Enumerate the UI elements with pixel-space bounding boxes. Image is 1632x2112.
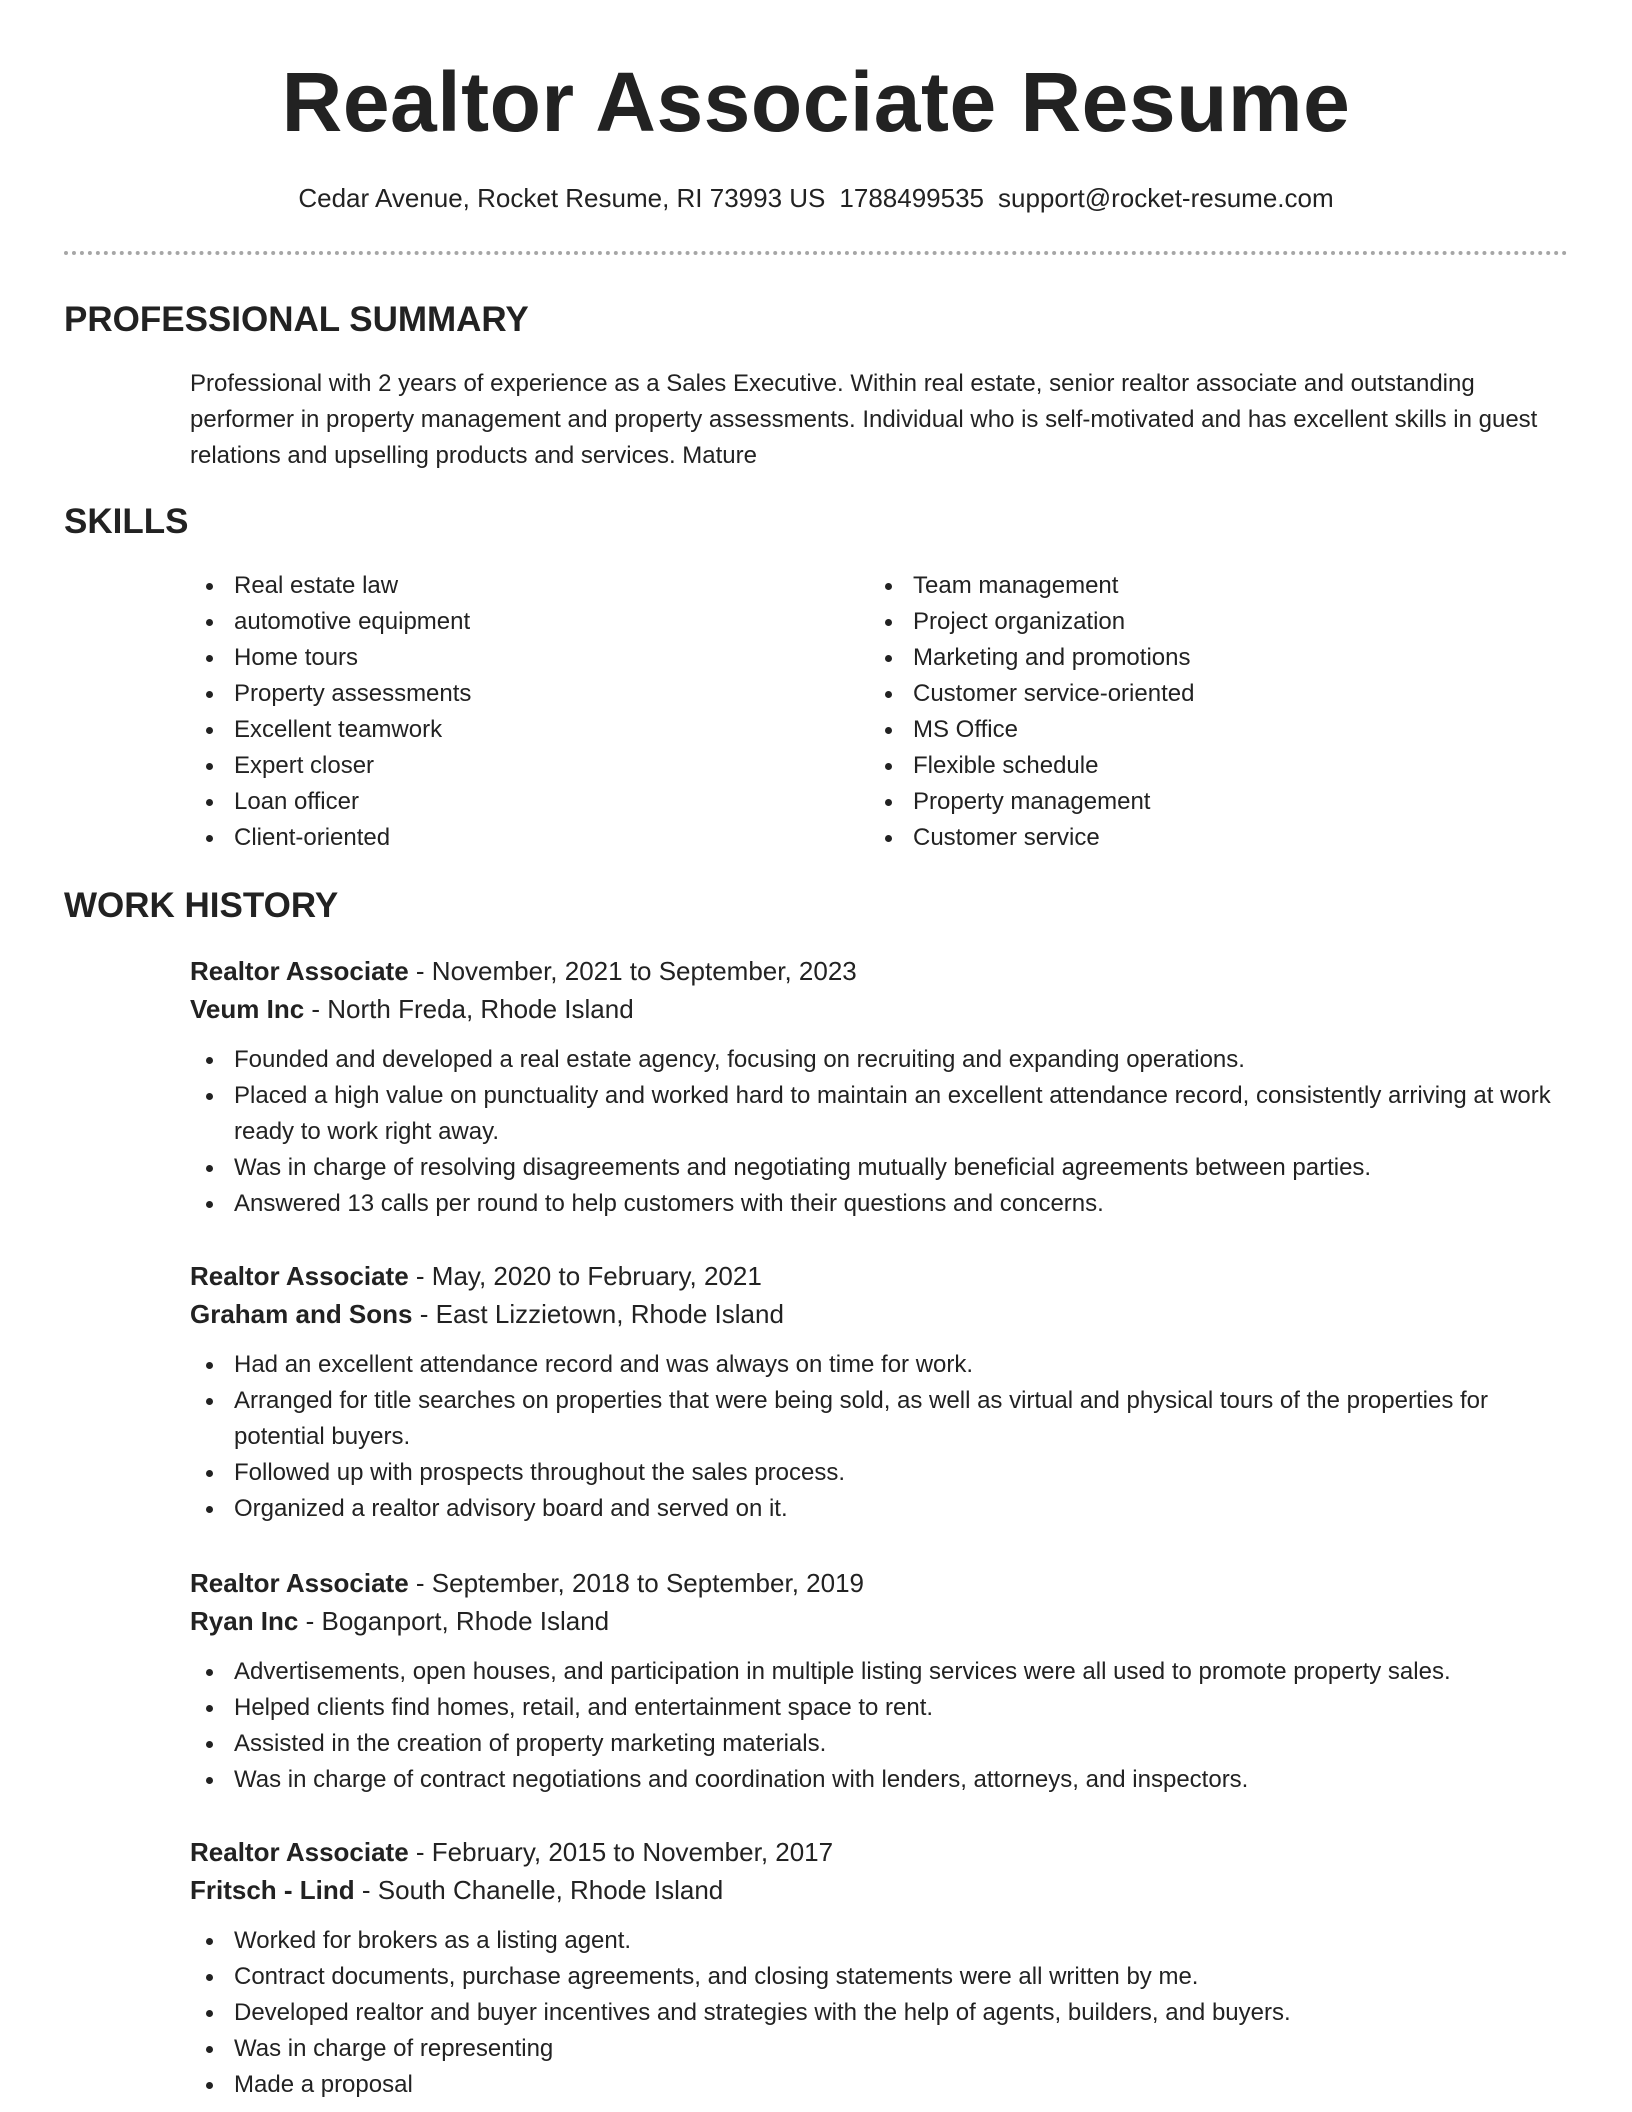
- skill-item: Property management: [869, 784, 1529, 820]
- job-bullet: Placed a high value on punctuality and worked hard to maintain an excellent attendance record, consistently arriving at work ready to work right away.: [146, 1078, 1570, 1150]
- job-bullet: Founded and developed a real estate agency, focusing on recruiting and expanding operations.: [146, 1042, 1570, 1078]
- job-location: - East Lizzietown, Rhode Island: [412, 1299, 784, 1329]
- skill-item: Excellent teamwork: [190, 712, 850, 748]
- skill-item: Customer service-oriented: [869, 676, 1529, 712]
- job-bullet: Arranged for title searches on properties that were being sold, as well as virtual and physical tours of the properties for potential buyers.: [146, 1383, 1570, 1455]
- skill-item: Home tours: [190, 640, 850, 676]
- skill-item: Marketing and promotions: [869, 640, 1529, 676]
- skill-item: Customer service: [869, 820, 1529, 856]
- job-bullet: Contract documents, purchase agreements, and closing statements were all written by me.: [146, 1959, 1570, 1995]
- job-entry: [190, 1564, 1570, 1798]
- contact-line: [0, 180, 1632, 216]
- job-company: Graham and Sons: [190, 1299, 413, 1329]
- skills-list-left: [190, 568, 850, 856]
- job-title-line: [190, 1833, 1570, 1871]
- contact-address: Cedar Avenue, Rocket Resume, RI 73993 US: [298, 183, 826, 213]
- job-location: - Boganport, Rhode Island: [298, 1606, 610, 1636]
- job-company-line: [190, 1295, 1570, 1333]
- job-bullet: Had an excellent attendance record and was always on time for work.: [146, 1347, 1570, 1383]
- job-dates: - November, 2021 to September, 2023: [408, 956, 857, 986]
- job-location: - South Chanelle, Rhode Island: [354, 1875, 724, 1905]
- skills-list-right: [869, 568, 1529, 856]
- job-bullet: Advertisements, open houses, and participation in multiple listing services were all used to promote property sales.: [146, 1654, 1570, 1690]
- job-entry: [190, 1257, 1570, 1527]
- job-bullets: [146, 1923, 1570, 2103]
- job-company: Veum Inc: [190, 994, 305, 1024]
- skill-item: Client-oriented: [190, 820, 850, 856]
- job-dates: - February, 2015 to November, 2017: [408, 1837, 834, 1867]
- contact-email: support@rocket-resume.com: [998, 183, 1334, 213]
- job-bullet: Worked for brokers as a listing agent.: [146, 1923, 1570, 1959]
- job-bullet: Made a proposal: [146, 2067, 1570, 2103]
- job-bullet: Answered 13 calls per round to help customers with their questions and concerns.: [146, 1186, 1570, 1222]
- job-bullets: [146, 1042, 1570, 1222]
- job-entry: [190, 1833, 1570, 2103]
- job-bullet: Was in charge of contract negotiations and coordination with lenders, attorneys, and inspectors.: [146, 1762, 1570, 1798]
- job-title-line: [190, 952, 1570, 990]
- job-bullet: Organized a realtor advisory board and served on it.: [146, 1491, 1570, 1527]
- skill-item: Loan officer: [190, 784, 850, 820]
- job-title: Realtor Associate: [190, 1261, 409, 1291]
- skill-item: automotive equipment: [190, 604, 850, 640]
- job-dates: - September, 2018 to September, 2019: [408, 1568, 864, 1598]
- job-bullets: [146, 1347, 1570, 1527]
- job-company-line: [190, 1871, 1570, 1909]
- header-divider: [64, 251, 1568, 255]
- job-title-line: [190, 1257, 1570, 1295]
- job-bullet: Was in charge of resolving disagreements and negotiating mutually beneficial agreements between parties.: [146, 1150, 1570, 1186]
- job-company: Fritsch - Lind: [190, 1875, 355, 1905]
- summary-heading: PROFESSIONAL SUMMARY: [64, 300, 529, 339]
- job-title: Realtor Associate: [190, 1837, 409, 1867]
- skill-item: MS Office: [869, 712, 1529, 748]
- summary-text: Professional with 2 years of experience as a Sales Executive. Within real estate, senior realtor associate and outstanding performer in property management and property assessments. Individual who is self-motivated and has excellent skills in guest relations and upselling products and services. Mature: [190, 370, 1538, 469]
- job-title: Realtor Associate: [190, 956, 409, 986]
- job-company: Ryan Inc: [190, 1606, 299, 1636]
- job-company-line: [190, 990, 1570, 1028]
- job-dates: - May, 2020 to February, 2021: [408, 1261, 762, 1291]
- job-title-line: [190, 1564, 1570, 1602]
- job-bullet: Followed up with prospects throughout the sales process.: [146, 1455, 1570, 1491]
- skill-item: Expert closer: [190, 748, 850, 784]
- skill-item: Project organization: [869, 604, 1529, 640]
- skills-heading: SKILLS: [64, 502, 189, 541]
- job-bullet: Developed realtor and buyer incentives and strategies with the help of agents, builders, and buyers.: [146, 1995, 1570, 2031]
- skill-item: Real estate law: [190, 568, 850, 604]
- job-bullet: Assisted in the creation of property marketing materials.: [146, 1726, 1570, 1762]
- job-location: - North Freda, Rhode Island: [304, 994, 634, 1024]
- work-history-heading: WORK HISTORY: [64, 886, 339, 925]
- job-bullet: Was in charge of representing: [146, 2031, 1570, 2067]
- job-bullet: Helped clients find homes, retail, and entertainment space to rent.: [146, 1690, 1570, 1726]
- job-entry: [190, 952, 1570, 1222]
- skill-item: Team management: [869, 568, 1529, 604]
- job-bullets: [146, 1654, 1570, 1798]
- resume-title: Realtor Associate Resume: [281, 55, 1351, 149]
- job-company-line: [190, 1602, 1570, 1640]
- contact-phone: 1788499535: [839, 183, 985, 213]
- job-title: Realtor Associate: [190, 1568, 409, 1598]
- skill-item: Property assessments: [190, 676, 850, 712]
- skill-item: Flexible schedule: [869, 748, 1529, 784]
